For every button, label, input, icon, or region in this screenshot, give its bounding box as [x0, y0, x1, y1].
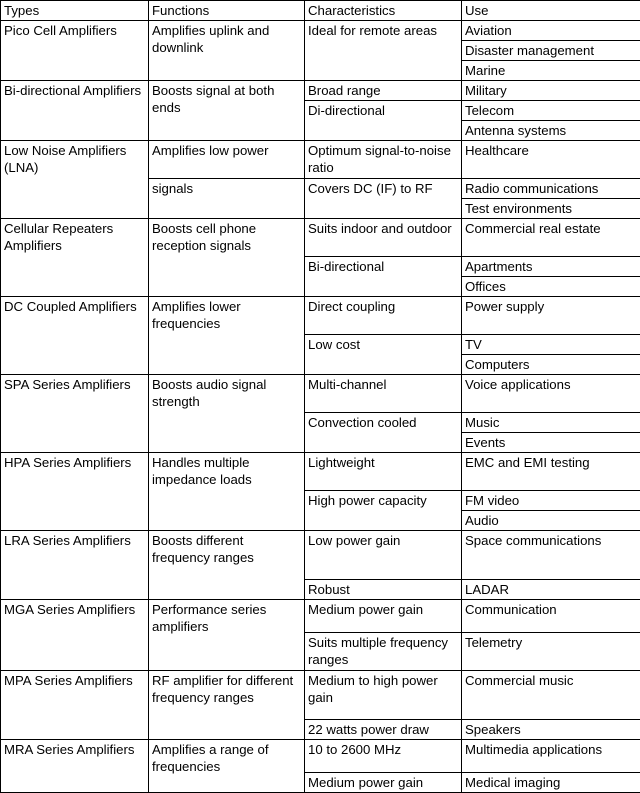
characteristic-cell: Medium power gain — [305, 600, 462, 633]
characteristic-cell: 22 watts power draw — [305, 720, 462, 740]
characteristic-cell: Lightweight — [305, 453, 462, 491]
type-cell: Cellular Repeaters Amplifiers — [1, 219, 149, 297]
use-cell: Telecom — [462, 101, 640, 121]
function-cell: Boosts signal at both ends — [149, 81, 305, 141]
use-cell: Military — [462, 81, 640, 101]
function-cell: Amplifies low power — [149, 141, 305, 179]
characteristic-cell: Low cost — [305, 335, 462, 375]
table-row — [1, 141, 640, 179]
function-cell: signals — [149, 179, 305, 219]
table-row — [1, 81, 640, 101]
characteristic-cell: Suits indoor and outdoor — [305, 219, 462, 257]
use-cell: Speakers — [462, 720, 640, 740]
table-row — [1, 671, 640, 720]
header-row — [1, 1, 640, 21]
characteristic-cell: Medium power gain — [305, 773, 462, 793]
type-cell: Low Noise Amplifiers (LNA) — [1, 141, 149, 219]
use-cell: Communication — [462, 600, 640, 633]
use-cell: Disaster management — [462, 41, 640, 61]
header-functions: Functions — [149, 1, 305, 21]
use-cell: Power supply — [462, 297, 640, 335]
use-cell: FM video — [462, 491, 640, 511]
characteristic-cell: Multi-channel — [305, 375, 462, 413]
header-use: Use — [462, 1, 640, 21]
use-cell: Apartments — [462, 257, 640, 277]
characteristic-cell: Optimum signal-to-noise ratio — [305, 141, 462, 179]
table-row — [1, 453, 640, 491]
characteristic-cell: Direct coupling — [305, 297, 462, 335]
characteristic-cell: Di-directional — [305, 101, 462, 141]
type-cell: MPA Series Amplifiers — [1, 671, 149, 740]
use-cell: Events — [462, 433, 640, 453]
use-cell: Marine — [462, 61, 640, 81]
function-cell: Amplifies lower frequencies — [149, 297, 305, 375]
use-cell: EMC and EMI testing — [462, 453, 640, 491]
function-cell: Boosts different frequency ranges — [149, 531, 305, 600]
characteristic-cell: Low power gain — [305, 531, 462, 580]
table-row — [1, 21, 640, 41]
header-types: Types — [1, 1, 149, 21]
use-cell: LADAR — [462, 580, 640, 600]
type-cell: MRA Series Amplifiers — [1, 740, 149, 793]
characteristic-cell: Medium to high power gain — [305, 671, 462, 720]
function-cell: RF amplifier for different frequency ranges — [149, 671, 305, 740]
function-cell: Amplifies a range of frequencies — [149, 740, 305, 793]
characteristic-cell: Broad range — [305, 81, 462, 101]
use-cell: Healthcare — [462, 141, 640, 179]
use-cell: Telemetry — [462, 633, 640, 671]
use-cell: Medical imaging — [462, 773, 640, 793]
use-cell: Commercial music — [462, 671, 640, 720]
use-cell: Voice applications — [462, 375, 640, 413]
use-cell: Commercial real estate — [462, 219, 640, 257]
type-cell: HPA Series Amplifiers — [1, 453, 149, 531]
characteristic-cell: High power capacity — [305, 491, 462, 531]
use-cell: Radio communications — [462, 179, 640, 199]
use-cell: Offices — [462, 277, 640, 297]
type-cell: Pico Cell Amplifiers — [1, 21, 149, 81]
use-cell: Space communications — [462, 531, 640, 580]
table-row — [1, 531, 640, 580]
characteristic-cell: Convection cooled — [305, 413, 462, 453]
use-cell: Computers — [462, 355, 640, 375]
header-characteristics: Characteristics — [305, 1, 462, 21]
table-row — [1, 297, 640, 335]
function-cell: Performance series amplifiers — [149, 600, 305, 671]
table-row — [1, 600, 640, 633]
use-cell: Multimedia applications — [462, 740, 640, 773]
function-cell: Boosts audio signal strength — [149, 375, 305, 453]
type-cell: LRA Series Amplifiers — [1, 531, 149, 600]
type-cell: DC Coupled Amplifiers — [1, 297, 149, 375]
use-cell: Aviation — [462, 21, 640, 41]
function-cell: Amplifies uplink and downlink — [149, 21, 305, 81]
type-cell: MGA Series Amplifiers — [1, 600, 149, 671]
use-cell: Antenna systems — [462, 121, 640, 141]
table-row — [1, 740, 640, 773]
characteristic-cell: Bi-directional — [305, 257, 462, 297]
use-cell: Music — [462, 413, 640, 433]
type-cell: SPA Series Amplifiers — [1, 375, 149, 453]
characteristic-cell: Robust — [305, 580, 462, 600]
characteristic-cell: Suits multiple frequency ranges — [305, 633, 462, 671]
function-cell: Boosts cell phone reception signals — [149, 219, 305, 297]
use-cell: Test environments — [462, 199, 640, 219]
type-cell: Bi-directional Amplifiers — [1, 81, 149, 141]
characteristic-cell: Ideal for remote areas — [305, 21, 462, 81]
use-cell: TV — [462, 335, 640, 355]
function-cell: Handles multiple impedance loads — [149, 453, 305, 531]
table-row — [1, 375, 640, 413]
characteristic-cell: Covers DC (IF) to RF — [305, 179, 462, 219]
use-cell: Audio — [462, 511, 640, 531]
characteristic-cell: 10 to 2600 MHz — [305, 740, 462, 773]
table-row — [1, 219, 640, 257]
